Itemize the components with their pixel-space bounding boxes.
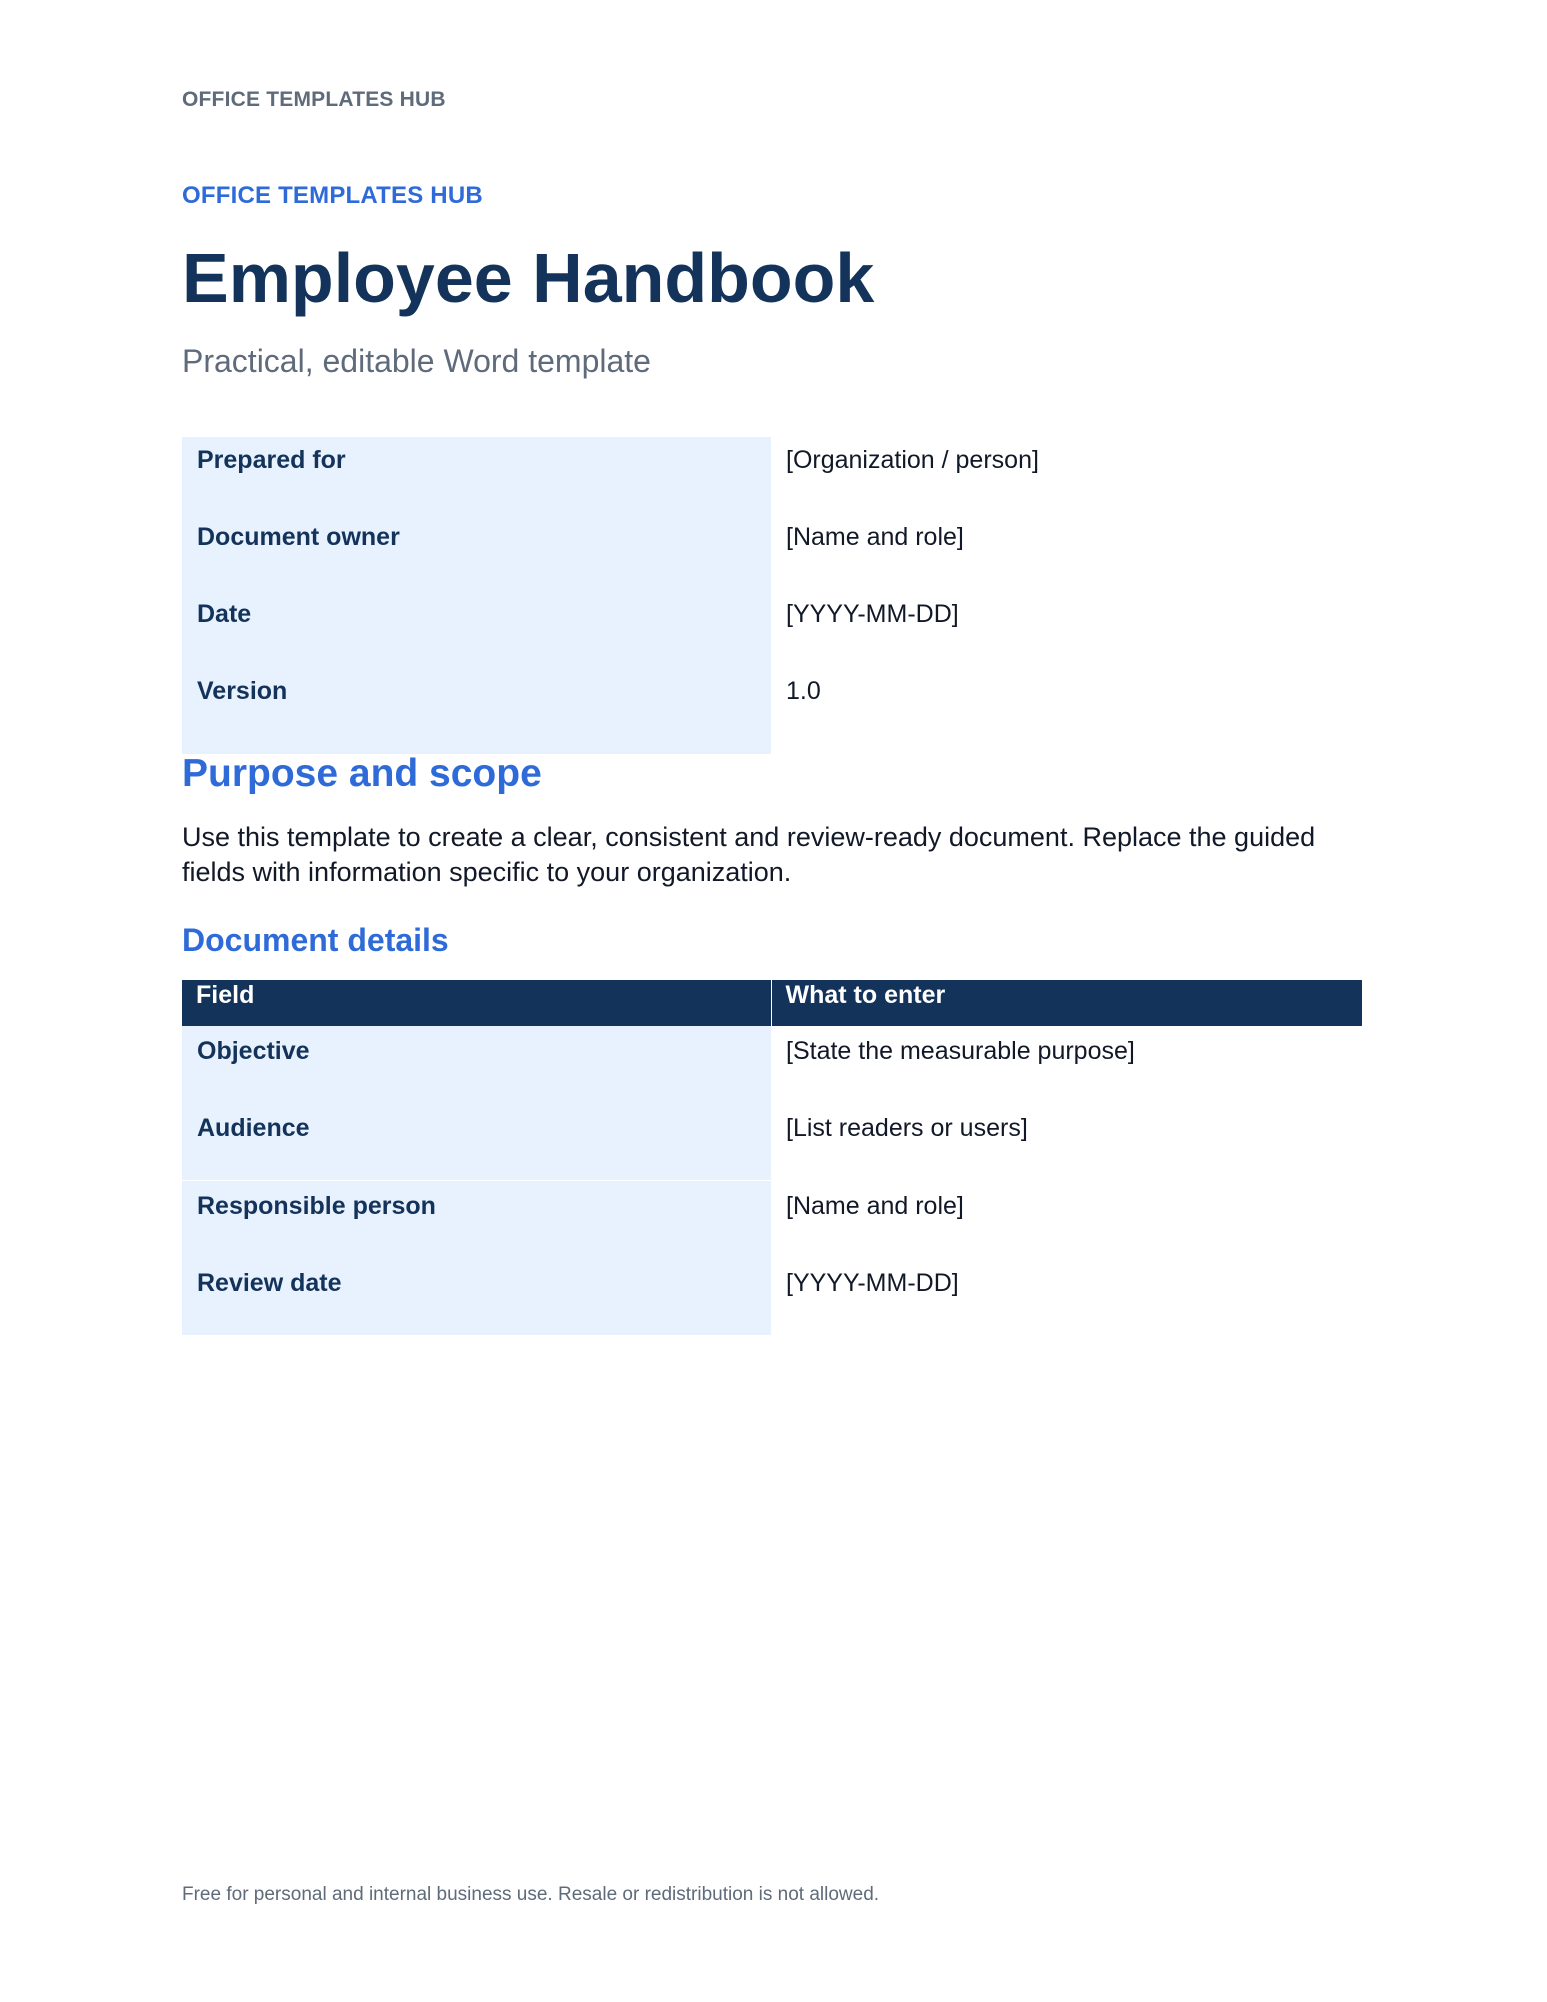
details-row-objective: [182, 1026, 1362, 1103]
meta-value: 1.0: [771, 666, 1362, 754]
document-page: [182, 0, 1362, 2002]
meta-row-version: [182, 666, 1362, 754]
details-row-responsible-person: [182, 1181, 1362, 1259]
page-header-label: OFFICE TEMPLATES HUB: [182, 88, 446, 111]
details-label: Responsible person: [182, 1181, 771, 1259]
details-value: [List readers or users]: [771, 1103, 1362, 1181]
details-row-audience: [182, 1103, 1362, 1181]
details-heading: Document details: [182, 922, 449, 958]
purpose-heading: Purpose and scope: [182, 752, 542, 795]
document-details-table: [182, 980, 1362, 1335]
meta-label: Document owner: [182, 512, 771, 589]
meta-row-prepared-for: [182, 437, 1362, 512]
column-header-what-to-enter: What to enter: [771, 980, 1362, 1026]
footer-note: Free for personal and internal business use. Resale or redistribution is not allowed.: [182, 1884, 880, 1905]
meta-row-document-owner: [182, 512, 1362, 589]
meta-value: [Name and role]: [771, 512, 1362, 589]
meta-label: Version: [182, 666, 771, 754]
document-meta-table: [182, 437, 1362, 754]
brand-label: OFFICE TEMPLATES HUB: [182, 182, 483, 209]
details-header-row: [182, 980, 1362, 1026]
column-header-field: Field: [182, 980, 771, 1026]
purpose-paragraph: Use this template to create a clear, consistent and review-ready document. Replace the guided fields with information specific to your organization.: [182, 822, 1316, 887]
details-label: Objective: [182, 1026, 771, 1103]
meta-row-date: [182, 589, 1362, 666]
document-subtitle: Practical, editable Word template: [182, 343, 651, 379]
document-title: Employee Handbook: [182, 239, 875, 317]
details-value: [State the measurable purpose]: [771, 1026, 1362, 1103]
details-label: Review date: [182, 1258, 771, 1335]
meta-value: [YYYY-MM-DD]: [771, 589, 1362, 666]
details-value: [YYYY-MM-DD]: [771, 1258, 1362, 1335]
details-label: Audience: [182, 1103, 771, 1181]
meta-value: [Organization / person]: [771, 437, 1362, 512]
meta-label: Date: [182, 589, 771, 666]
details-value: [Name and role]: [771, 1181, 1362, 1259]
details-row-review-date: [182, 1258, 1362, 1335]
meta-label: Prepared for: [182, 437, 771, 512]
